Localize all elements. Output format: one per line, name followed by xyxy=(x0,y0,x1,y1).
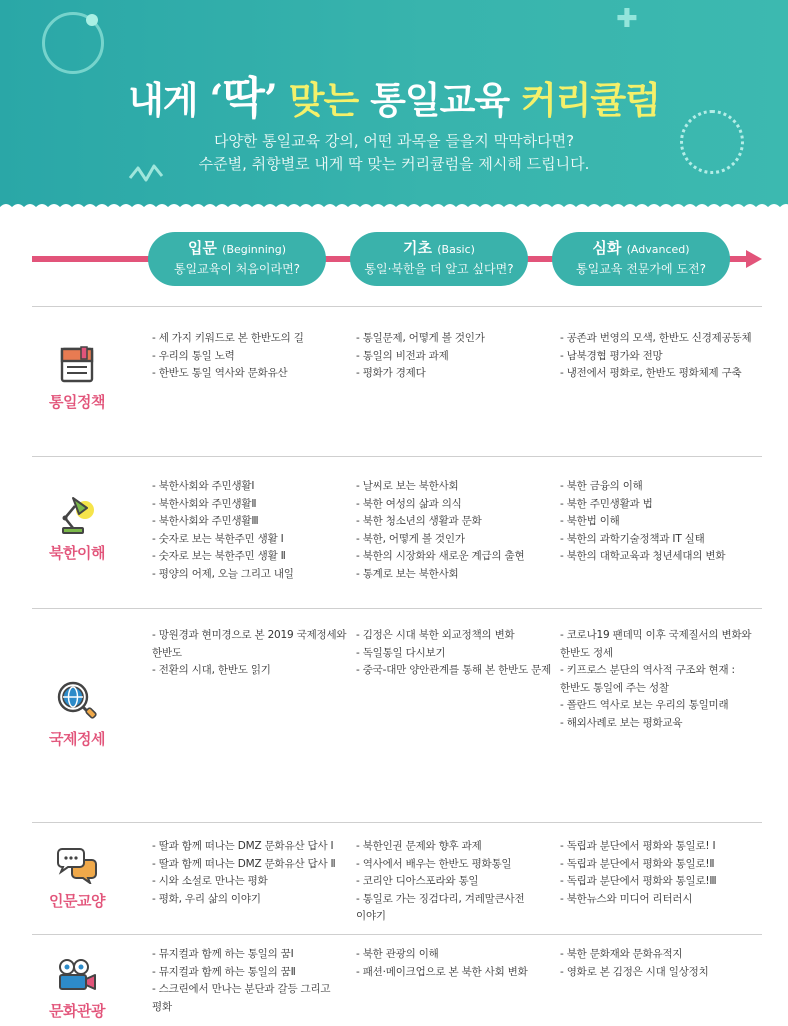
dot-decoration xyxy=(86,14,98,26)
subtitle-line-2: 수준별, 취향별로 내게 딱 맞는 커리큘럼을 제시해 드립니다. xyxy=(198,155,590,173)
course-item[interactable]: - 통일로 가는 징검다리, 겨레말큰사전 이야기 xyxy=(356,892,525,922)
course-item[interactable]: - 북한사회와 주민생활Ⅱ xyxy=(152,497,257,510)
course-item[interactable]: - 딸과 함께 떠나는 DMZ 문화유산 답사 Ⅱ xyxy=(152,857,336,870)
course-item[interactable]: - 독립과 분단에서 평화와 통일로!Ⅲ xyxy=(560,875,717,887)
category-label: 통일정책 xyxy=(49,393,105,411)
row-divider xyxy=(32,934,762,935)
category-humanities xyxy=(32,846,122,911)
course-item[interactable]: - 날씨로 보는 북한사회 xyxy=(356,480,459,492)
course-item[interactable]: - 북한인권 문제와 향후 과제 xyxy=(356,840,482,852)
wavy-edge-decoration xyxy=(0,201,788,212)
category-north-korea-understanding xyxy=(32,494,122,563)
course-item[interactable]: - 역사에서 배우는 한반도 평화통일 xyxy=(356,857,512,870)
category-label: 북한이해 xyxy=(49,544,105,562)
course-list-beginning xyxy=(152,478,352,583)
course-item[interactable]: - 북한 청소년의 생활과 문화 xyxy=(356,515,482,527)
course-item[interactable]: - 통일문제, 어떻게 볼 것인가 xyxy=(356,332,485,344)
level-advanced-badge xyxy=(552,232,730,286)
arrow-right-icon xyxy=(746,250,762,268)
course-item[interactable]: - 북한 주민생활과 법 xyxy=(560,497,653,510)
course-item[interactable]: - 코리안 디아스포라와 통일 xyxy=(356,875,479,887)
course-item[interactable]: - 코로나19 팬데믹 이후 국제질서의 변화와 한반도 정세 xyxy=(560,629,752,659)
category-label: 문화관광 xyxy=(49,1002,105,1020)
level-title: 입문 (Beginning) xyxy=(187,239,287,257)
hero-banner xyxy=(0,0,788,212)
course-item[interactable]: - 폴란드 역사로 보는 우리의 통일미래 xyxy=(560,699,729,711)
course-item[interactable]: - 북한사회와 주민생활Ⅲ xyxy=(152,515,259,527)
level-subtitle: 통일교육 전문가에 도전? xyxy=(576,262,706,276)
course-item[interactable]: - 전환의 시대, 한반도 읽기 xyxy=(152,664,271,676)
course-item[interactable]: - 북한 관광의 이해 xyxy=(356,948,439,960)
course-item[interactable]: - 독립과 분단에서 평화와 통일로! Ⅰ xyxy=(560,840,716,852)
course-item[interactable]: - 시와 소설로 만나는 평화 xyxy=(152,875,268,887)
course-item[interactable]: - 북한, 어떻게 볼 것인가 xyxy=(356,532,465,545)
row-divider xyxy=(32,608,762,609)
speech-bubbles-icon xyxy=(56,846,98,884)
course-list-advanced xyxy=(560,627,762,732)
level-title: 심화 (Advanced) xyxy=(592,239,690,257)
course-item[interactable]: - 우리의 통일 노력 xyxy=(152,349,235,362)
course-item[interactable]: - 뮤지컬과 함께 하는 통일의 꿈Ⅰ xyxy=(152,948,294,960)
category-label: 국제정세 xyxy=(49,730,105,748)
course-item[interactable]: - 세 가지 키워드로 본 한반도의 길 xyxy=(152,332,304,344)
course-item[interactable]: - 김정은 시대 북한 외교정책의 변화 xyxy=(356,629,515,641)
course-item[interactable]: - 북한법 이해 xyxy=(560,515,620,527)
row-divider xyxy=(32,456,762,457)
course-item[interactable]: - 망원경과 현미경으로 본 2019 국제정세와 한반도 xyxy=(152,629,347,659)
level-subtitle: 통일교육이 처음이라면? xyxy=(173,262,301,276)
level-title: 기초 (Basic) xyxy=(403,239,475,257)
course-item[interactable]: - 숫자로 보는 북한주민 생활 Ⅱ xyxy=(152,550,286,562)
page-subtitle xyxy=(0,130,788,176)
course-item[interactable]: - 스크린에서 만나는 분단과 갈등 그리고 평화 xyxy=(152,983,331,1013)
course-item[interactable]: - 북한뉴스와 미디어 리터러시 xyxy=(560,892,693,905)
course-list-beginning xyxy=(152,330,348,383)
course-item[interactable]: - 해외사례로 보는 평화교육 xyxy=(560,716,683,729)
course-list-advanced xyxy=(560,946,760,981)
course-item[interactable]: - 공존과 번영의 모색, 한반도 신경제공동체 xyxy=(560,332,752,344)
course-item[interactable]: - 북한 여성의 삶과 의식 xyxy=(356,497,462,510)
course-list-beginning xyxy=(152,627,348,680)
course-item[interactable]: - 키프로스 분단의 역사적 구조와 현재 : 한반도 통일에 주는 성찰 xyxy=(560,664,735,694)
globe-magnifier-icon xyxy=(56,680,98,722)
movie-camera-icon xyxy=(56,958,98,994)
category-international-affairs xyxy=(32,680,122,749)
course-item[interactable]: - 한반도 통일 역사와 문화유산 xyxy=(152,367,288,379)
course-item[interactable]: - 독일통일 다시보기 xyxy=(356,646,446,659)
course-list-basic xyxy=(356,946,556,981)
course-list-basic xyxy=(356,627,554,680)
level-subtitle: 통일·북한을 더 알고 싶다면? xyxy=(364,262,514,276)
course-item[interactable]: - 통계로 보는 북한사회 xyxy=(356,567,459,580)
course-item[interactable]: - 북한사회와 주민생활Ⅰ xyxy=(152,480,255,492)
course-item[interactable]: - 영화로 본 김정은 시대 일상정치 xyxy=(560,965,709,978)
level-beginning-badge xyxy=(148,232,326,286)
desk-lamp-icon xyxy=(55,494,99,536)
course-list-basic xyxy=(356,330,552,383)
course-item[interactable]: - 냉전에서 평화로, 한반도 평화체제 구축 xyxy=(560,367,742,379)
course-list-beginning xyxy=(152,946,348,1016)
course-item[interactable]: - 북한의 과학기술정책과 IT 실태 xyxy=(560,532,705,545)
course-item[interactable]: - 평양의 어제, 오늘 그리고 내일 xyxy=(152,567,294,580)
course-list-beginning xyxy=(152,838,354,908)
category-unification-policy xyxy=(32,345,122,412)
category-culture-tourism xyxy=(32,958,122,1021)
level-basic-badge xyxy=(350,232,528,286)
course-item[interactable]: - 평화가 경제다 xyxy=(356,367,426,379)
course-item[interactable]: - 숫자로 보는 북한주민 생활 Ⅰ xyxy=(152,532,284,545)
course-list-advanced xyxy=(560,838,760,908)
course-item[interactable]: - 북한의 시장화와 새로운 계급의 출현 xyxy=(356,550,525,562)
course-item[interactable]: - 북한 문화재와 문화유적지 xyxy=(560,948,683,960)
course-item[interactable]: - 북한의 대학교육과 청년세대의 변화 xyxy=(560,550,726,562)
course-item[interactable]: - 북한 금융의 이해 xyxy=(560,480,643,492)
course-item[interactable]: - 평화, 우리 삶의 이야기 xyxy=(152,892,261,905)
course-item[interactable]: - 남북경협 평가와 전망 xyxy=(560,349,663,362)
course-item[interactable]: - 독립과 분단에서 평화와 통일로!Ⅱ xyxy=(560,857,715,870)
course-item[interactable]: - 뮤지컬과 함께 하는 통일의 꿈Ⅱ xyxy=(152,965,296,978)
course-item[interactable]: - 딸과 함께 떠나는 DMZ 문화유산 답사 Ⅰ xyxy=(152,840,334,852)
course-item[interactable]: - 패션·메이크업으로 본 북한 사회 변화 xyxy=(356,965,528,978)
book-icon xyxy=(57,345,97,385)
course-list-basic xyxy=(356,478,556,583)
course-item[interactable]: - 중국-대만 양안관계를 통해 본 한반도 문제 xyxy=(356,664,552,676)
plus-icon: ✚ xyxy=(616,4,638,34)
course-list-advanced xyxy=(560,478,760,566)
row-divider xyxy=(32,822,762,823)
course-item[interactable]: - 통일의 비전과 과제 xyxy=(356,349,449,362)
course-list-basic xyxy=(356,838,552,926)
category-label: 인문교양 xyxy=(49,892,105,910)
course-list-advanced xyxy=(560,330,760,383)
row-divider xyxy=(32,306,762,307)
page-title: 내게 ‘딱’ 맞는 통일교육 커리큘럼 xyxy=(128,73,660,124)
subtitle-line-1: 다양한 통일교육 강의, 어떤 과목을 들을지 막막하다면? xyxy=(213,132,575,150)
